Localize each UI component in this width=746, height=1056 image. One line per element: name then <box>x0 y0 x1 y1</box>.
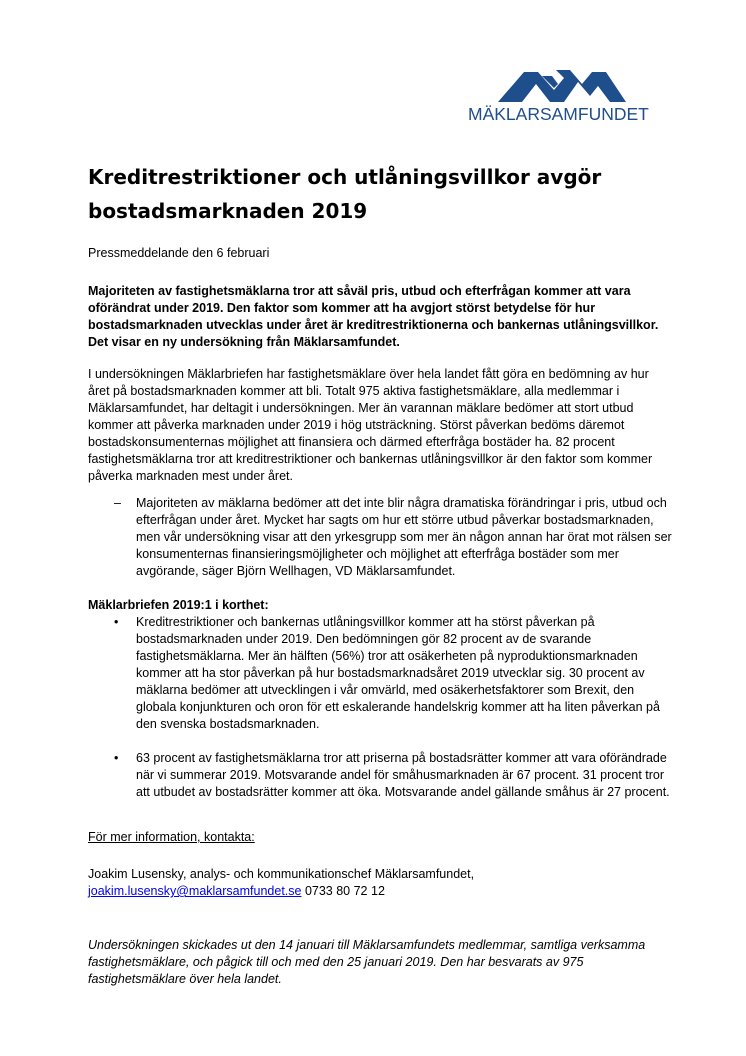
list-item-text: 63 procent av fastighetsmäklarna tror att priserna på bostadsrätter kommer att vara oförändrade när vi summerar 2019. Motsvarande andel för småhusmarknaden är 67 procent. 31 procent tror att utbudet av bostadsrätter kommer att öka. Motsvarande andel gällande småhus är 27 procent. <box>136 751 670 799</box>
contact-info <box>88 866 474 900</box>
release-date: Pressmeddelande den 6 februari <box>88 246 270 260</box>
quote-dash: – <box>114 496 121 510</box>
contact-name: Joakim Lusensky, analys- och kommunikationschef Mäklarsamfundet, <box>88 867 475 881</box>
maklarsamfundet-logo <box>468 70 648 125</box>
summary-heading: Mäklarbriefen 2019:1 i korthet: <box>88 598 269 612</box>
logo-wordmark: MÄKLARSAMFUNDET <box>468 104 649 124</box>
roof-mark-icon <box>498 70 626 102</box>
bullet-icon: • <box>114 615 119 629</box>
bullet-icon: • <box>114 751 119 765</box>
body-paragraph: I undersökningen Mäklarbriefen har fastighetsmäklare över hela landet fått göra en bedömning av hur året på bostadsmarknaden kommer att bli. Totalt 975 aktiva fastighetsmäklare, alla medlemmar i Mäklarsamfundet, har deltagit i undersökningen. Mer än varannan mäklare bedömer att stort utbud kommer att påverka marknaden under 2019 i hög utsträckning. Störst påverkan bedöms däremot bostadskonsumenternas möjlighet att finansiera och därmed efterfråga bostäder ha. 82 procent fastighetsmäklarna tror att kreditrestriktioner och bankernas utlåningsvillkor är den faktor som kommer påverka marknaden mest under året. <box>88 367 653 483</box>
list-item-text: Kreditrestriktioner och bankernas utlåningsvillkor kommer att ha störst påverkan på bostadsmarknaden under 2019. Den bedömningen gör 82 procent av de svarande fastighetsmäklarna. Mer än hälften (56%) tror att osäkerheten på nyproduktionsmarknaden kommer att ha stor påverkan på hur bostadsmarknadsåret 2019 utvecklar sig. 30 procent av mäklarna bedömer att utvecklingen i vår omvärld, med osäkerhetsfaktorer som Brexit, den globala konjunkturen och oron för ett eskalerande handelskrig kommer att ha liten påverkan på den svenska bostadsmarknaden. <box>136 615 660 731</box>
contact-email-link[interactable]: joakim.lusensky@maklarsamfundet.se <box>88 884 302 898</box>
quote-block <box>114 495 674 580</box>
summary-list <box>114 614 674 801</box>
lead-paragraph: Majoriteten av fastighetsmäklarna tror att såväl pris, utbud och efterfrågan kommer att vara oförändrat under 2019. Den faktor som kommer att ha avgjort störst betydelse för hur bostadsmarknaden utvecklas under året är kreditrestriktionerna och bankernas utlåningsvillkor. Det visar en ny undersökning från Mäklarsamfundet. <box>88 284 659 349</box>
contact-phone: 0733 80 72 12 <box>304 884 385 898</box>
survey-footnote: Undersökningen skickades ut den 14 januari till Mäklarsamfundets medlemmar, samtliga verksamma fastighetsmäklare, och pågick till och med den 25 januari 2019. Den har besvarats av 975 fastighetsmäklare över hela landet. <box>88 938 646 986</box>
page-title: Kreditrestriktioner och utlåningsvillkor avgör bostadsmarknaden 2019 <box>88 165 602 223</box>
quote-text: Majoriteten av mäklarna bedömer att det inte blir några dramatiska förändringar i pris, utbud och efterfrågan under året. Mycket har sagts om hur ett större utbud påverkar bostadsmarknaden, men vår undersökning visar att den yrkesgrupp som mer än någon annan har örat mot rälsen ser konsumenternas finansieringsmöjligheter och möjlighet att efterfråga bostäder som mer avgörande, säger Björn Wellhagen, VD Mäklarsamfundet. <box>136 496 672 578</box>
list-item <box>114 750 674 801</box>
list-item <box>114 614 674 733</box>
contact-heading: För mer information, kontakta: <box>88 830 255 844</box>
